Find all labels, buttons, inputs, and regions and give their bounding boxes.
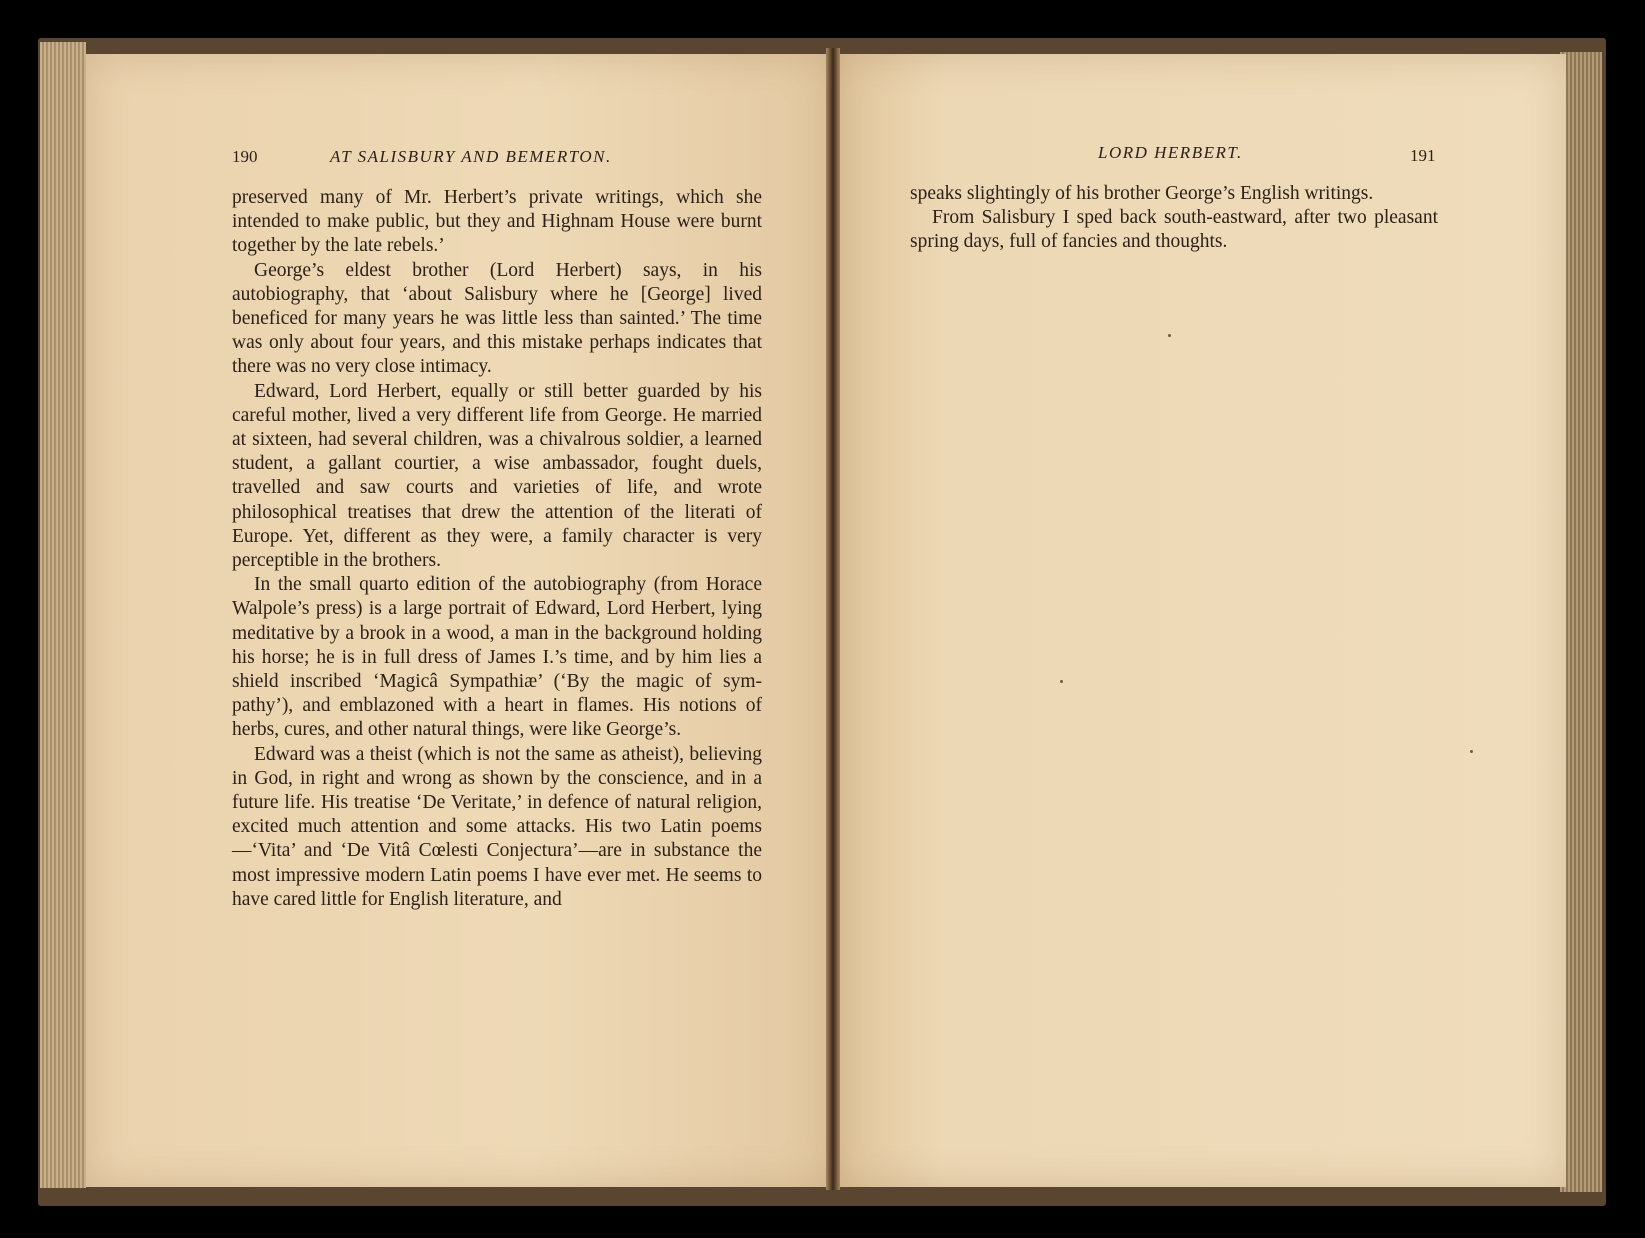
left-page-body	[232, 186, 762, 912]
paragraph: Edward was a theist (which is not the same as atheist), believing in God, in right and wrong as shown by the conscience, and in a future life. His treatise ‘De Veritate,’ in defence of natural religion, excited much attention and some attacks. His two Latin poems—‘Vita’ and ‘De Vitâ Cœlesti Conjectura’—are in substance the most impressive modern Latin poems I have ever met. He seems to have cared little for English literature, and	[232, 743, 762, 910]
right-running-head: LORD HERBERT.	[1098, 143, 1243, 162]
paragraph: speaks slightingly of his brother George’s English writings.	[910, 183, 1374, 204]
paragraph: George’s eldest brother (Lord Herbert) says, in his autobiography, that ‘about Salisbury where he [George] lived beneficed for many years he was little less than sainted.’ The time was only about four years, and this mistake perhaps indicates that there was no very close intimacy.	[232, 259, 762, 378]
paragraph: preserved many of Mr. Herbert’s private writings, which she intended to make public, but they and Highnam House were burnt together by the late rebels.’	[232, 187, 762, 257]
right-page-edges	[1560, 52, 1602, 1192]
left-running-head: AT SALISBURY AND BEMERTON.	[330, 147, 612, 166]
right-page-body	[910, 182, 1438, 255]
book-gutter	[826, 48, 840, 1190]
paragraph: From Salisbury I sped back south-eastward, after two pleasant spring days, full of fancies and thoughts.	[910, 207, 1438, 253]
left-page-edges	[40, 42, 86, 1188]
paper-speck	[1470, 750, 1473, 753]
left-page-number: 190	[232, 147, 258, 166]
paper-speck	[1060, 680, 1063, 683]
paragraph: In the small quarto edition of the autobiography (from Horace Walpole’s press) is a large portrait of Edward, Lord Herbert, lying meditative by a brook in a wood, a man in the background holding his horse; he is in full dress of James I.’s time, and by him lies a shield inscribed ‘Magicâ Sympathiæ’ (‘By the magic of sympathy’), and emblazoned with a heart in flames. His notions of herbs, cures, and other natural things, were like George’s.	[232, 574, 762, 741]
paper-speck	[1168, 334, 1171, 337]
right-page-number: 191	[1410, 146, 1436, 165]
paragraph: Edward, Lord Herbert, equally or still better guarded by his careful mother, lived a very different life from George. He married at sixteen, had several children, was a chivalrous soldier, a learned student, a gallant courtier, a wise ambassador, fought duels, travelled and saw courts and varieties of life, and wrote philosophical treatises that drew the attention of the literati of Europe. Yet, different as they were, a family character is very perceptible in the brothers.	[232, 380, 762, 572]
